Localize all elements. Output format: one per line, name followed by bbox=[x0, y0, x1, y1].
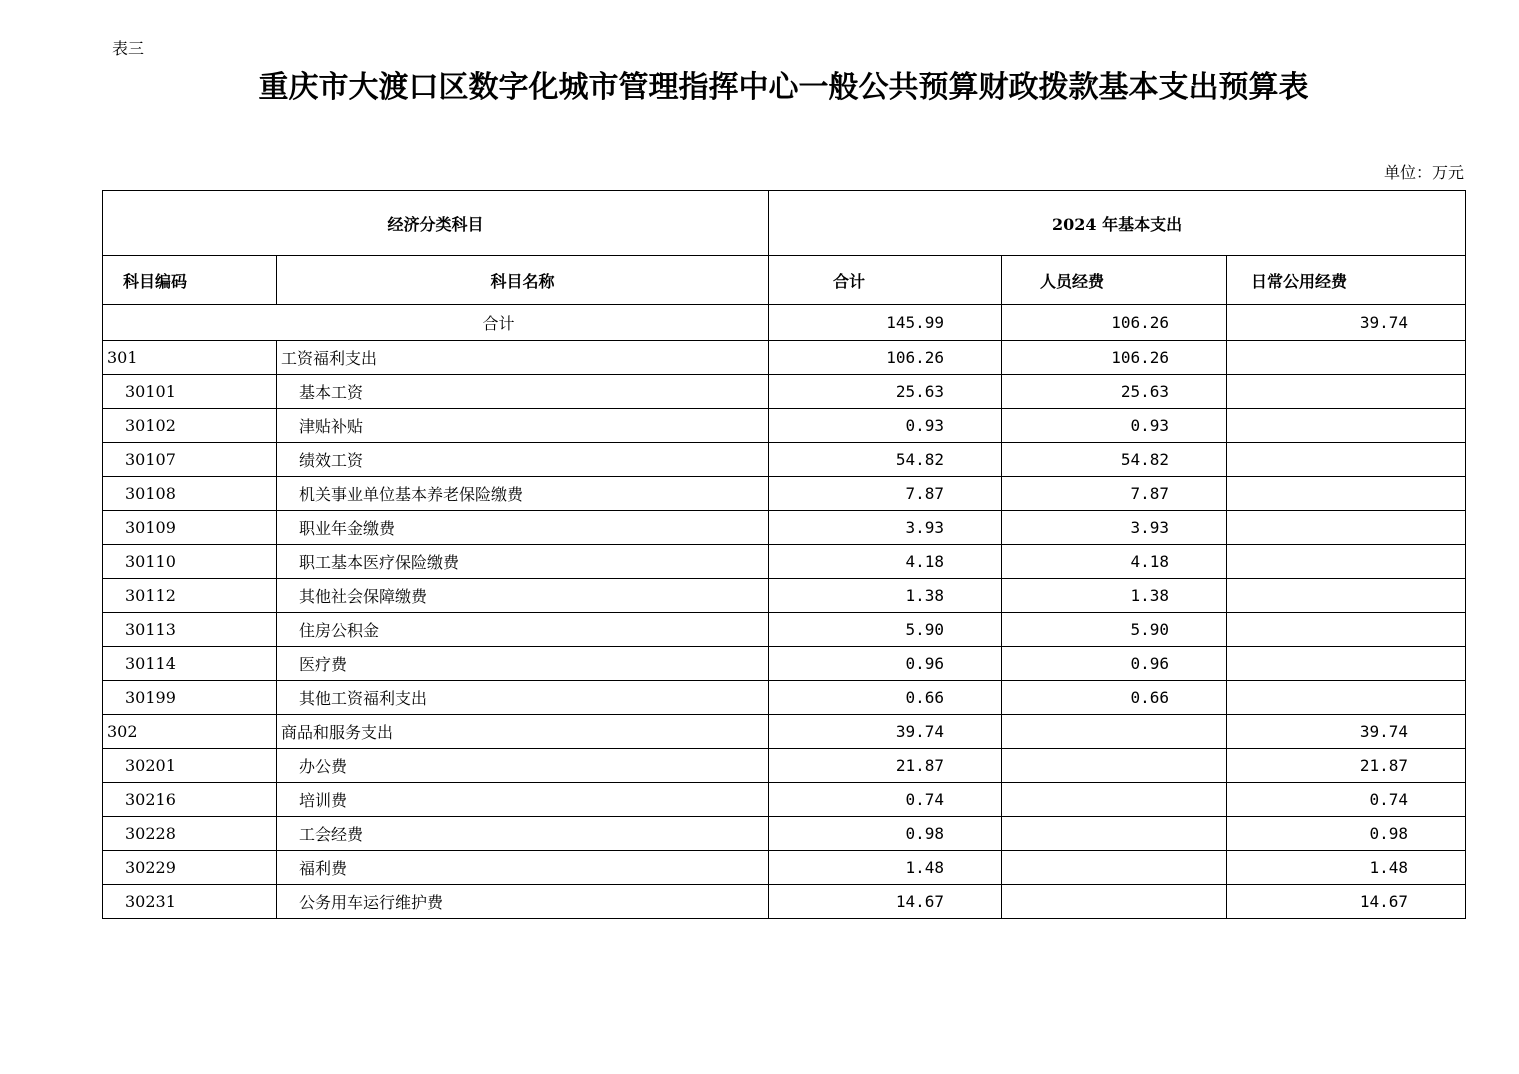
row-name: 机关事业单位基本养老保险缴费 bbox=[277, 477, 769, 511]
row-code: 30201 bbox=[103, 749, 277, 783]
row-public bbox=[1227, 579, 1466, 613]
table-row bbox=[103, 885, 1466, 919]
row-code: 30114 bbox=[103, 647, 277, 681]
row-public bbox=[1227, 477, 1466, 511]
row-name: 公务用车运行维护费 bbox=[277, 885, 769, 919]
row-code: 30113 bbox=[103, 613, 277, 647]
row-public: 21.87 bbox=[1227, 749, 1466, 783]
row-code: 30199 bbox=[103, 681, 277, 715]
row-public bbox=[1227, 443, 1466, 477]
row-name: 其他工资福利支出 bbox=[277, 681, 769, 715]
row-public bbox=[1227, 375, 1466, 409]
row-public bbox=[1227, 681, 1466, 715]
row-total: 14.67 bbox=[769, 885, 1002, 919]
row-total: 4.18 bbox=[769, 545, 1002, 579]
row-code: 30216 bbox=[103, 783, 277, 817]
row-personnel: 0.96 bbox=[1002, 647, 1227, 681]
row-personnel bbox=[1002, 885, 1227, 919]
row-personnel bbox=[1002, 851, 1227, 885]
header-name: 科目名称 bbox=[277, 256, 769, 305]
row-public: 39.74 bbox=[1227, 715, 1466, 749]
header-basic-expenditure: 2024 年基本支出 bbox=[769, 191, 1466, 256]
row-total: 0.66 bbox=[769, 681, 1002, 715]
row-code: 30109 bbox=[103, 511, 277, 545]
row-public: 0.98 bbox=[1227, 817, 1466, 851]
row-name: 福利费 bbox=[277, 851, 769, 885]
row-public bbox=[1227, 409, 1466, 443]
row-name: 绩效工资 bbox=[277, 443, 769, 477]
table-row bbox=[103, 817, 1466, 851]
row-name: 工资福利支出 bbox=[277, 341, 769, 375]
table-row bbox=[103, 749, 1466, 783]
row-total: 21.87 bbox=[769, 749, 1002, 783]
table-row bbox=[103, 443, 1466, 477]
row-name: 津贴补贴 bbox=[277, 409, 769, 443]
row-personnel: 0.66 bbox=[1002, 681, 1227, 715]
row-code: 30228 bbox=[103, 817, 277, 851]
row-code: 30102 bbox=[103, 409, 277, 443]
row-name: 其他社会保障缴费 bbox=[277, 579, 769, 613]
row-personnel bbox=[1002, 817, 1227, 851]
row-public: 14.67 bbox=[1227, 885, 1466, 919]
row-code: 30112 bbox=[103, 579, 277, 613]
row-personnel bbox=[1002, 715, 1227, 749]
row-personnel: 25.63 bbox=[1002, 375, 1227, 409]
row-total: 1.48 bbox=[769, 851, 1002, 885]
table-row bbox=[103, 477, 1466, 511]
row-name: 基本工资 bbox=[277, 375, 769, 409]
row-personnel: 3.93 bbox=[1002, 511, 1227, 545]
table-row bbox=[103, 511, 1466, 545]
row-public bbox=[1227, 341, 1466, 375]
row-total: 0.93 bbox=[769, 409, 1002, 443]
row-name: 工会经费 bbox=[277, 817, 769, 851]
row-public: 0.74 bbox=[1227, 783, 1466, 817]
header-group-row bbox=[103, 191, 1466, 256]
row-code: 30110 bbox=[103, 545, 277, 579]
header-public: 日常公用经费 bbox=[1227, 256, 1466, 305]
table-row bbox=[103, 783, 1466, 817]
header-code: 科目编码 bbox=[103, 256, 277, 305]
header-economic-category: 经济分类科目 bbox=[103, 191, 769, 256]
row-code: 302 bbox=[103, 715, 277, 749]
budget-table bbox=[102, 190, 1466, 919]
row-personnel: 54.82 bbox=[1002, 443, 1227, 477]
row-personnel: 1.38 bbox=[1002, 579, 1227, 613]
row-name: 商品和服务支出 bbox=[277, 715, 769, 749]
row-public bbox=[1227, 647, 1466, 681]
row-personnel bbox=[1002, 749, 1227, 783]
table-number-label: 表三 bbox=[112, 39, 145, 58]
total-personnel: 106.26 bbox=[1002, 305, 1227, 341]
row-total: 0.74 bbox=[769, 783, 1002, 817]
table-row bbox=[103, 681, 1466, 715]
table-row bbox=[103, 375, 1466, 409]
row-total: 5.90 bbox=[769, 613, 1002, 647]
row-public bbox=[1227, 545, 1466, 579]
row-personnel: 4.18 bbox=[1002, 545, 1227, 579]
row-personnel: 106.26 bbox=[1002, 341, 1227, 375]
row-personnel: 5.90 bbox=[1002, 613, 1227, 647]
row-code: 301 bbox=[103, 341, 277, 375]
total-public: 39.74 bbox=[1227, 305, 1466, 341]
row-code: 30229 bbox=[103, 851, 277, 885]
table-row bbox=[103, 341, 1466, 375]
table-row bbox=[103, 409, 1466, 443]
row-public bbox=[1227, 613, 1466, 647]
table-row bbox=[103, 613, 1466, 647]
row-code: 30108 bbox=[103, 477, 277, 511]
table-row bbox=[103, 851, 1466, 885]
row-total: 0.98 bbox=[769, 817, 1002, 851]
unit-label: 单位：万元 bbox=[1383, 163, 1464, 182]
row-code: 30231 bbox=[103, 885, 277, 919]
row-name: 办公费 bbox=[277, 749, 769, 783]
row-public bbox=[1227, 511, 1466, 545]
row-public: 1.48 bbox=[1227, 851, 1466, 885]
row-code: 30101 bbox=[103, 375, 277, 409]
row-total: 106.26 bbox=[769, 341, 1002, 375]
row-name: 职业年金缴费 bbox=[277, 511, 769, 545]
row-total: 3.93 bbox=[769, 511, 1002, 545]
row-name: 住房公积金 bbox=[277, 613, 769, 647]
row-total: 39.74 bbox=[769, 715, 1002, 749]
table-row bbox=[103, 647, 1466, 681]
table-row bbox=[103, 579, 1466, 613]
header-personnel: 人员经费 bbox=[1002, 256, 1227, 305]
row-total: 1.38 bbox=[769, 579, 1002, 613]
table-row bbox=[103, 545, 1466, 579]
row-personnel bbox=[1002, 783, 1227, 817]
row-personnel: 7.87 bbox=[1002, 477, 1227, 511]
table-row bbox=[103, 715, 1466, 749]
row-code: 30107 bbox=[103, 443, 277, 477]
total-label: 合计 bbox=[103, 305, 769, 341]
row-total: 7.87 bbox=[769, 477, 1002, 511]
row-name: 培训费 bbox=[277, 783, 769, 817]
document-title: 重庆市大渡口区数字化城市管理指挥中心一般公共预算财政拨款基本支出预算表 bbox=[258, 70, 1309, 105]
header-column-row bbox=[103, 256, 1466, 305]
header-total: 合计 bbox=[769, 256, 1002, 305]
total-row bbox=[103, 305, 1466, 341]
row-personnel: 0.93 bbox=[1002, 409, 1227, 443]
row-name: 医疗费 bbox=[277, 647, 769, 681]
total-sum: 145.99 bbox=[769, 305, 1002, 341]
row-total: 0.96 bbox=[769, 647, 1002, 681]
row-name: 职工基本医疗保险缴费 bbox=[277, 545, 769, 579]
row-total: 54.82 bbox=[769, 443, 1002, 477]
row-total: 25.63 bbox=[769, 375, 1002, 409]
